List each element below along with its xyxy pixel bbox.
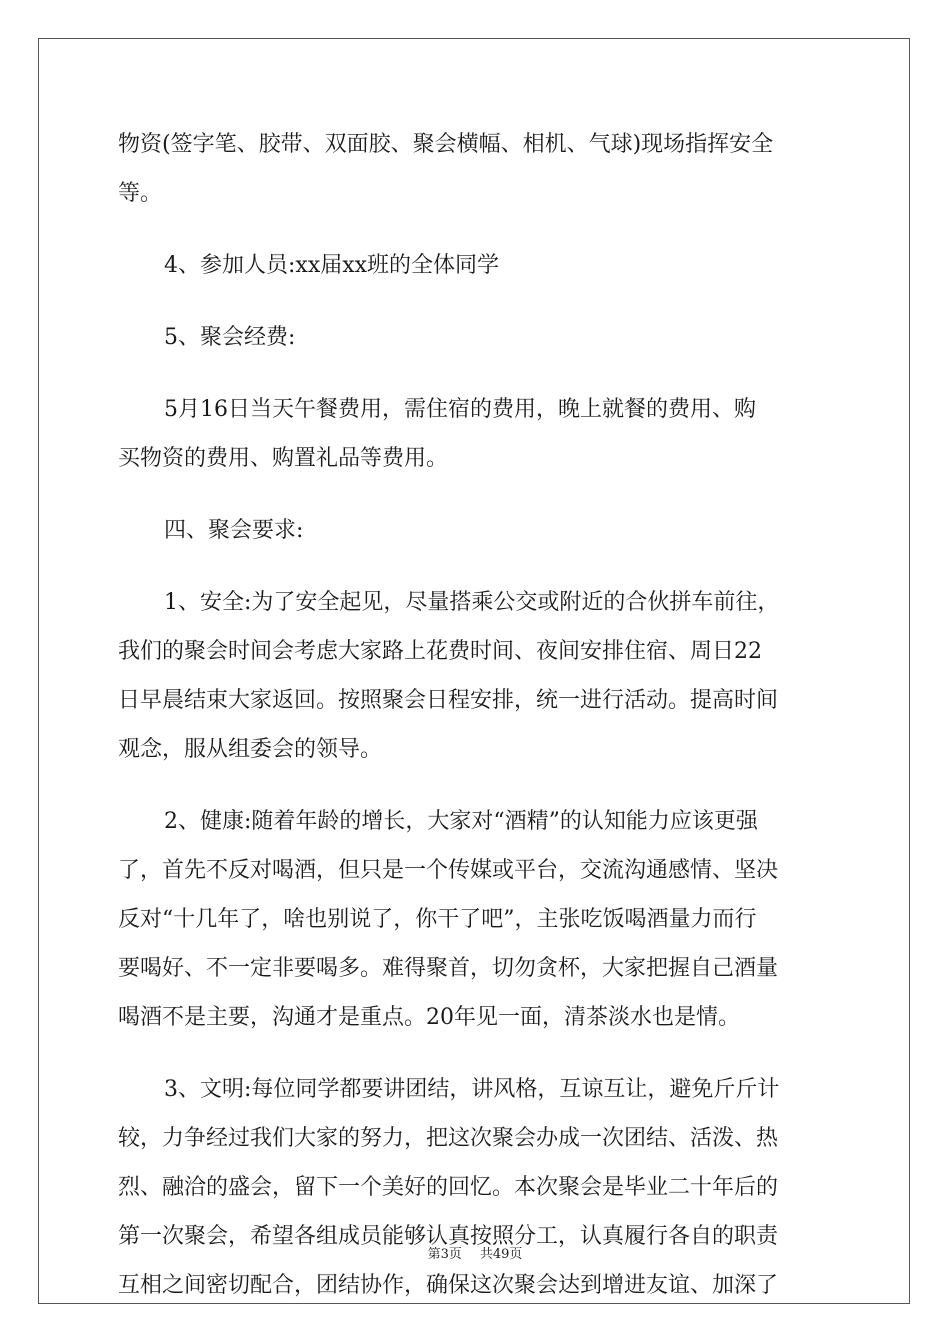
paragraph-line: 3、文明:每位同学都要讲团结，讲风格，互谅互让，避免斤斤计 [164, 1077, 780, 1102]
paragraph-line: 烈、融洽的盛会，留下一个美好的回忆。本次聚会是毕业二十年后的 [118, 1175, 779, 1200]
paragraph-line: 喝酒不是主要，沟通才是重点。20年见一面，清茶淡水也是情。 [118, 1005, 740, 1030]
paragraph-line: 观念，服从组委会的领导。 [118, 737, 383, 762]
paragraph-line: 1、安全:为了安全起见，尽量搭乘公交或附近的合伙拼车前往， [164, 590, 780, 615]
paragraph-line: 买物资的费用、购置礼品等费用。 [118, 446, 449, 471]
paragraph-line: 第一次聚会，希望各组成员能够认真按照分工，认真履行各自的职责 [118, 1224, 779, 1249]
page-number: 第3页 [427, 1247, 462, 1262]
paragraph-line: 了，首先不反对喝酒，但只是一个传媒或平台，交流沟通感情、坚决 [118, 858, 779, 883]
paragraph-line: 要喝好、不一定非要喝多。难得聚首，切勿贪杯，大家把握自己酒量 [118, 956, 779, 981]
page-footer [0, 1246, 950, 1264]
list-item-budget: 5、聚会经费: [164, 325, 296, 350]
paragraph-line: 2、健康:随着年龄的增长，大家对“酒精”的认知能力应该更强 [164, 809, 758, 834]
paragraph-line: 反对“十几年了，啥也别说了，你干了吧”，主张吃饭喝酒量力而行 [118, 907, 757, 932]
paragraph-line: 5月16日当天午餐费用，需住宿的费用，晚上就餐的费用、购 [164, 397, 756, 422]
text-line: 物资(签字笔、胶带、双面胶、聚会横幅、相机、气球)现场指挥安全 [118, 132, 774, 157]
page-total: 共49页 [479, 1247, 523, 1262]
section-heading: 四、聚会要求: [164, 518, 304, 543]
paragraph-line: 我们的聚会时间会考虑大家路上花费时间、夜间安排住宿、周日22 [118, 639, 762, 664]
text-line: 等。 [118, 181, 163, 206]
list-item-participants: 4、参加人员:xx届xx班的全体同学 [164, 253, 500, 278]
paragraph-line: 较，力争经过我们大家的努力，把这次聚会办成一次团结、活泼、热 [118, 1126, 779, 1151]
paragraph-line: 日早晨结束大家返回。按照聚会日程安排，统一进行活动。提高时间 [118, 688, 779, 713]
document-body [118, 120, 838, 1310]
paragraph-line: 互相之间密切配合，团结协作，确保这次聚会达到增进友谊、加深了 [118, 1273, 779, 1298]
